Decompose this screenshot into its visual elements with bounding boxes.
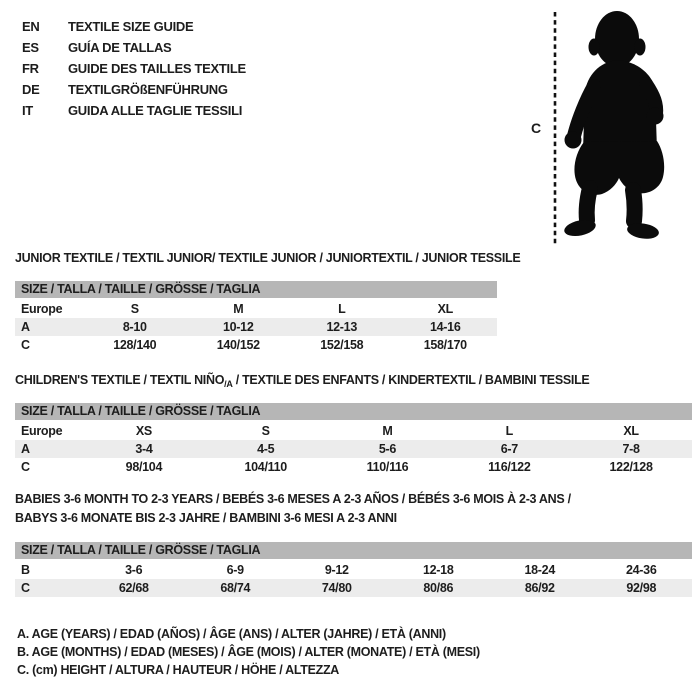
- lang-label: GUIDE DES TAILLES TEXTILE: [68, 61, 246, 76]
- size-cell: 74/80: [321, 581, 352, 595]
- babies-table-title-line1: BABIES 3-6 MONTH TO 2-3 YEARS / BEBÉS 3-6 MESES A 2-3 AÑOS / BÉBÉS 3-6 MOIS À 2-3 ANS /: [15, 492, 571, 506]
- junior-table-title: JUNIOR TEXTILE / TEXTIL JUNIOR/ TEXTILE JUNIOR / JUNIORTEXTIL / JUNIOR TESSILE: [15, 251, 521, 265]
- size-cell: 116/122: [488, 460, 531, 474]
- size-cell: XL: [437, 302, 453, 316]
- size-cell: 68/74: [220, 581, 251, 595]
- lang-code: ES: [22, 40, 39, 55]
- lang-code: FR: [22, 61, 39, 76]
- children-table-title: [15, 373, 589, 389]
- size-cell: M: [382, 424, 393, 438]
- size-cell: 6-7: [500, 442, 518, 456]
- size-cell: 128/140: [113, 338, 157, 352]
- size-cell: 12-13: [326, 320, 357, 334]
- size-cell: 110/116: [366, 460, 409, 474]
- size-cell: 152/158: [320, 338, 364, 352]
- height-label-c: C: [531, 120, 541, 136]
- size-cell: 140/152: [216, 338, 260, 352]
- size-cell: 7-8: [622, 442, 640, 456]
- children-size-table: [15, 403, 692, 476]
- lang-row-fr: [22, 58, 246, 79]
- table-row-height: [15, 579, 692, 597]
- footnotes: [17, 625, 480, 679]
- size-cell: 62/68: [118, 581, 149, 595]
- size-header-band: SIZE / TALLA / TAILLE / GRÖSSE / TAGLIA: [15, 281, 497, 298]
- size-cell: 122/128: [609, 460, 653, 474]
- table-row-europe: [15, 422, 692, 440]
- row-label: B: [21, 563, 30, 577]
- lang-code: IT: [22, 103, 33, 118]
- size-cell: 8-10: [122, 320, 147, 334]
- junior-size-table: [15, 281, 497, 354]
- babies-size-table: [15, 542, 692, 597]
- baby-silhouette-svg: [520, 0, 700, 250]
- size-cell: 92/98: [626, 581, 657, 595]
- row-label: C: [21, 581, 30, 595]
- lang-label: TEXTILE SIZE GUIDE: [68, 19, 194, 34]
- row-label: Europe: [21, 424, 63, 438]
- size-cell: 10-12: [223, 320, 254, 334]
- size-cell: XL: [623, 424, 639, 438]
- size-header-band: SIZE / TALLA / TAILLE / GRÖSSE / TAGLIA: [15, 403, 692, 420]
- size-cell: 104/110: [244, 460, 287, 474]
- size-cell: L: [338, 302, 346, 316]
- lang-label: GUÍA DE TALLAS: [68, 40, 172, 55]
- language-list: [22, 16, 246, 121]
- row-label: A: [21, 442, 30, 456]
- size-cell: 5-6: [378, 442, 397, 456]
- baby-silhouette: [563, 11, 664, 241]
- babies-table-title-line2: BABYS 3-6 MONATE BIS 2-3 JAHRE / BAMBINI 3-6 MESI A 2-3 ANNI: [15, 511, 397, 525]
- size-cell: 24-36: [626, 563, 657, 577]
- table-row-height: [15, 336, 497, 354]
- row-label: C: [21, 338, 30, 352]
- size-cell: 98/104: [125, 460, 163, 474]
- size-cell: 12-18: [423, 563, 454, 577]
- baby-figure: [520, 0, 700, 250]
- size-cell: 6-9: [226, 563, 244, 577]
- table-row-age-months: [15, 561, 692, 579]
- lang-row-es: [22, 37, 246, 58]
- size-cell: 3-4: [135, 442, 153, 456]
- table-row-height: [15, 458, 692, 476]
- size-cell: 14-16: [430, 320, 461, 334]
- row-label: A: [21, 320, 30, 334]
- row-label: C: [21, 460, 30, 474]
- lang-code: DE: [22, 82, 40, 97]
- table-row-europe: [15, 300, 497, 318]
- lang-label: GUIDA ALLE TAGLIE TESSILI: [68, 103, 243, 118]
- size-cell: 80/86: [423, 581, 454, 595]
- lang-row-it: [22, 100, 246, 121]
- size-cell: 4-5: [257, 442, 275, 456]
- lang-code: EN: [22, 19, 40, 34]
- children-title-post: / TEXTILE DES ENFANTS / KINDERTEXTIL / BAMBINI TESSILE: [232, 373, 590, 387]
- size-cell: S: [130, 302, 139, 316]
- footnote-b: B. AGE (MONTHS) / EDAD (MESES) / ÂGE (MOIS) / ALTER (MONATE) / ETÀ (MESI): [17, 645, 480, 659]
- size-cell: L: [505, 424, 513, 438]
- size-cell: 3-6: [125, 563, 143, 577]
- row-label: Europe: [21, 302, 63, 316]
- table-row-age: [15, 440, 692, 458]
- children-title-sub: /A: [224, 379, 233, 389]
- footnote-c: C. (cm) HEIGHT / ALTURA / HAUTEUR / HÖHE / ALTEZZA: [17, 663, 340, 677]
- lang-label: TEXTILGRÖßENFÜHRUNG: [68, 82, 228, 97]
- size-cell: 18-24: [524, 563, 555, 577]
- table-row-age: [15, 318, 497, 336]
- size-cell: 158/170: [423, 338, 467, 352]
- size-header-band: SIZE / TALLA / TAILLE / GRÖSSE / TAGLIA: [15, 542, 692, 559]
- size-cell: M: [233, 302, 244, 316]
- size-cell: S: [261, 424, 270, 438]
- lang-row-de: [22, 79, 246, 100]
- size-cell: 86/92: [524, 581, 555, 595]
- lang-row-en: [22, 16, 246, 37]
- footnote-a: A. AGE (YEARS) / EDAD (AÑOS) / ÂGE (ANS) / ALTER (JAHRE) / ETÀ (ANNI): [17, 627, 446, 641]
- children-title-pre: CHILDREN'S TEXTILE / TEXTIL NIÑO: [15, 373, 225, 387]
- size-cell: 9-12: [324, 563, 349, 577]
- size-cell: XS: [135, 424, 152, 438]
